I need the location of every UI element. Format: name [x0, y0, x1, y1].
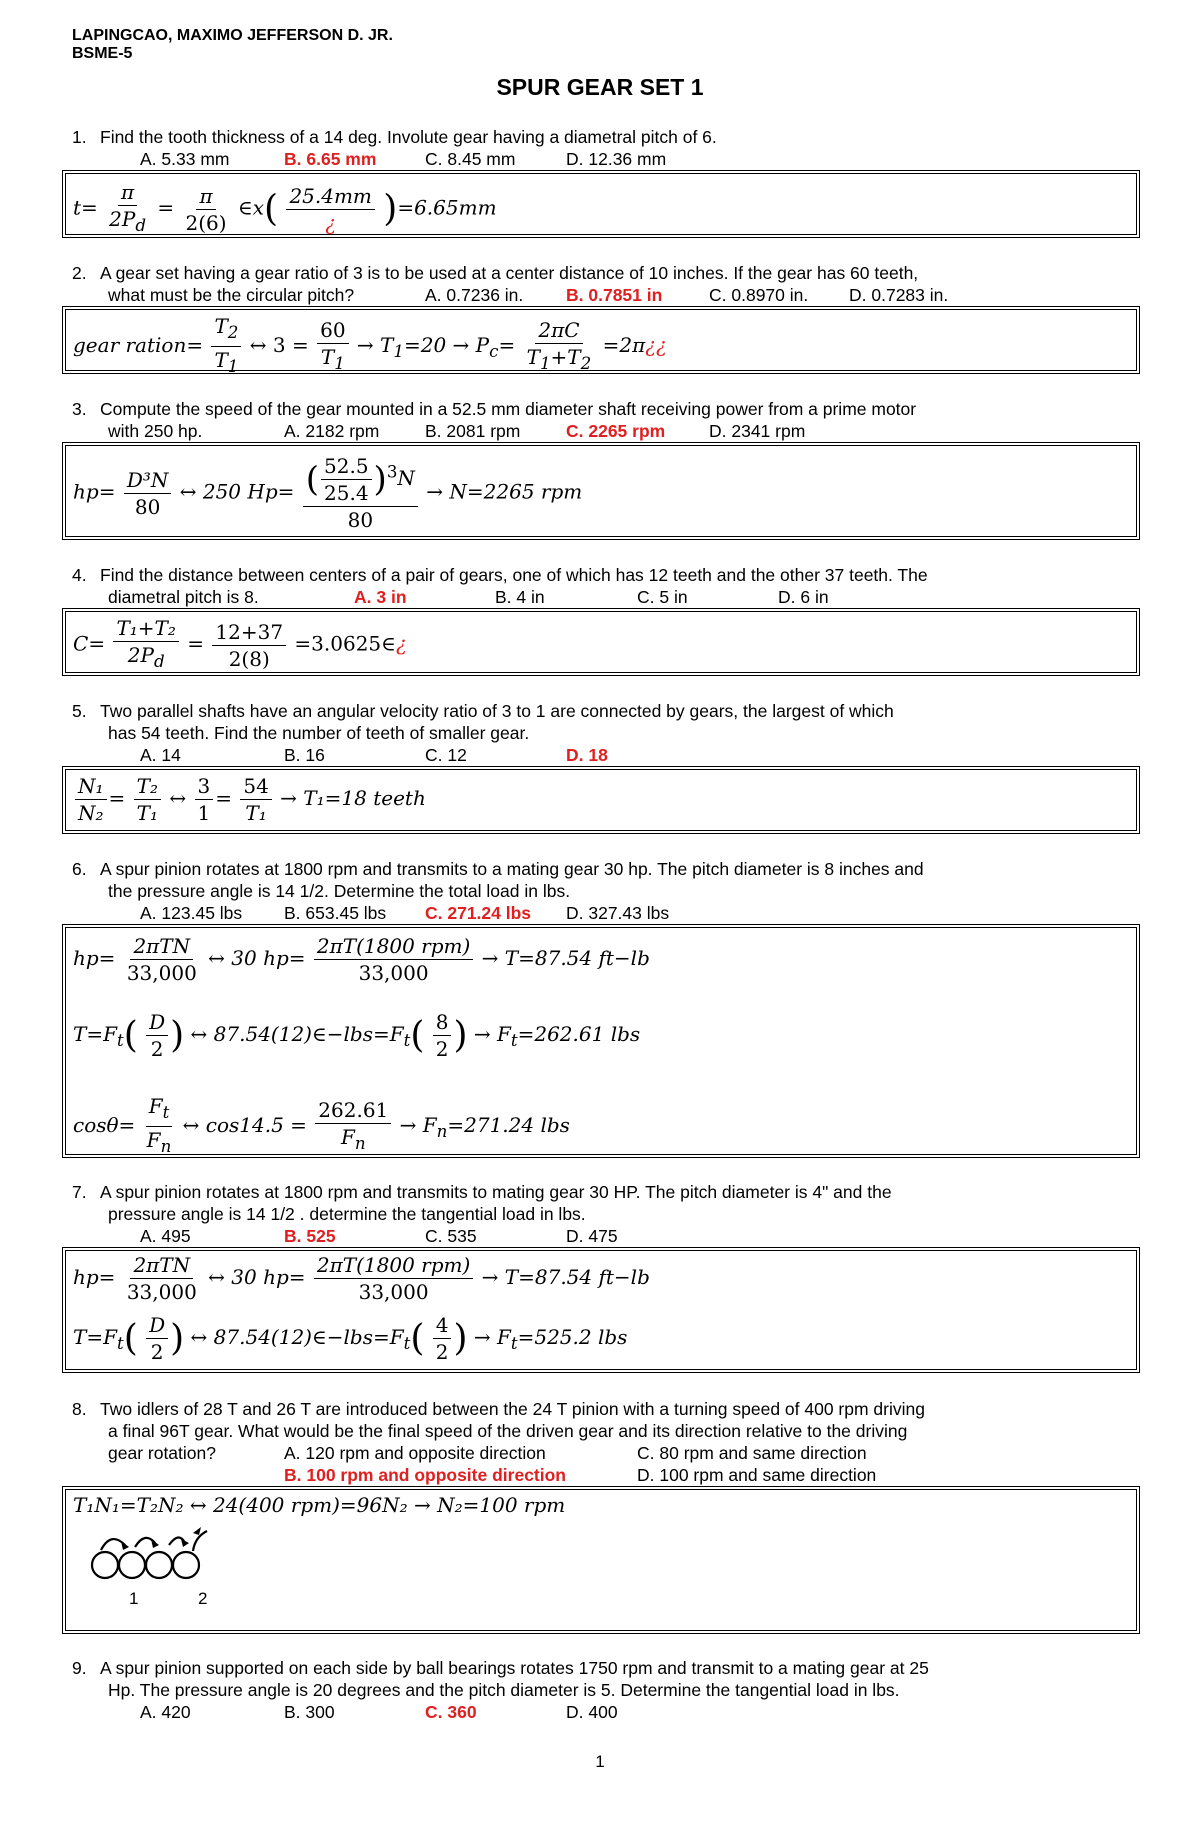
- question-3: 3. Compute the speed of the gear mounted in a 52.5 mm diameter shaft receiving power from a prime motor: [72, 399, 917, 419]
- question-8-cont2: gear rotation?: [108, 1443, 216, 1463]
- question-5: 5. Two parallel shafts have an angular velocity ratio of 3 to 1 are connected by gears, the largest of which: [72, 701, 894, 721]
- solution-2: gear ration= $\frac{T_2}{T_1}$ ↔ 3 = $\frac{60}{T_1}$ → $T_1=20 \to P_c=$ $\frac{2\pi C}{T_1+T_2}$ =2π¿¿: [62, 306, 1140, 374]
- question-7: 7. A spur pinion rotates at 1800 rpm and transmits to mating gear 30 HP. The pitch diameter is 4" and the: [72, 1182, 892, 1202]
- question-6-cont: the pressure angle is 14 1/2. Determine the total load in lbs.: [108, 881, 571, 901]
- question-5-cont: has 54 teeth. Find the number of teeth of smaller gear.: [108, 723, 530, 743]
- solution-4: C= $\frac{\text{T₁+T₂}}{2P_d}$ = $\frac{12+37}{2(8)}$ =3.0625∈¿: [62, 608, 1140, 676]
- solution-3: hp= $\frac{\text{D³N}}{80}$ ↔ 250 Hp= ( $\frac{52.5}{25.4}$ )$^3$N 80 → N=2265 rpm: [62, 442, 1140, 540]
- solution-5: $\frac{\text{N₁}}{\text{N₂}}$ = $\frac{\text{T₂}}{\text{T₁}}$ ↔ $\frac{3}{1}$ = $\frac{54}{\text{T₁}}$ → T₁=18 teeth: [62, 766, 1140, 834]
- solution-8: T₁N₁=T₂N₂ ↔ 24(400 rpm)=96N₂ → N₂=100 rpm 1 2: [62, 1486, 1140, 1634]
- question-1: 1. Find the tooth thickness of a 14 deg. Involute gear having a diametral pitch of 6.: [72, 127, 717, 147]
- question-4: 4. Find the distance between centers of a pair of gears, one of which has 12 teeth and the other 37 teeth. The: [72, 565, 928, 585]
- course: BSME-5: [72, 45, 133, 62]
- question-4-cont: diametral pitch is 8.: [108, 587, 259, 607]
- solution-7: hp= $\frac{\text{2πTN}}{33,000}$ ↔ 30 hp= $\frac{\text{2πT(1800 rpm)}}{33,000}$ → T=87.54 ft−lb $T=F_t$( $\frac{D}{2}$ ) ↔ $87.54(12)\in-lbs=F_t$( $\frac{4}{2}$ ) → $F_t=525.2$ lbs: [62, 1247, 1140, 1373]
- student-name: LAPINGCAO, MAXIMO JEFFERSON D. JR.: [72, 27, 393, 44]
- page-number: 1: [595, 1752, 605, 1771]
- question-6: 6. A spur pinion rotates at 1800 rpm and transmits to a mating gear 30 hp. The pitch diameter is 8 inches and: [72, 859, 924, 879]
- gear-label-2: 2: [198, 1589, 208, 1608]
- gear-label-1: 1: [129, 1589, 139, 1608]
- question-8: 8. Two idlers of 28 T and 26 T are introduced between the 24 T pinion with a turning speed of 400 rpm driving: [72, 1399, 925, 1419]
- page-title: SPUR GEAR SET 1: [496, 74, 704, 100]
- solution-6: hp= $\frac{\text{2πTN}}{33,000}$ ↔ 30 hp= $\frac{\text{2πT(1800 rpm)}}{33,000}$ → T=87.54 ft−lb $T=F_t$( $\frac{D}{2}$ ) ↔ $87.54(12)\in-lbs=F_t$( $\frac{8}{2}$ ) → $F_t=262.61$ lbs cosθ= $\frac{F_t}{F_n}$ ↔ cos14.5 = $\frac{262.61}{F_n}$ → $F_n=271.24$ lbs: [62, 924, 1140, 1158]
- question-8-cont: a final 96T gear. What would be the final speed of the driven gear and its direction relative to the driving: [108, 1421, 908, 1441]
- question-9-cont: Hp. The pressure angle is 20 degrees and the pitch diameter is 5. Determine the tangential load in lbs.: [108, 1680, 900, 1700]
- question-2: 2. A gear set having a gear ratio of 3 is to be used at a center distance of 10 inches. If the gear has 60 teeth,: [72, 263, 919, 283]
- question-3-cont: with 250 hp.: [108, 421, 203, 441]
- question-9: 9. A spur pinion supported on each side by ball bearings rotates 1750 rpm and transmit to a mating gear at 25: [72, 1658, 929, 1678]
- question-7-cont: pressure angle is 14 1/2 . determine the tangential load in lbs.: [108, 1204, 586, 1224]
- question-2-cont: what must be the circular pitch?: [108, 285, 355, 305]
- gear-train-diagram: [89, 1521, 229, 1585]
- solution-1: t= $\frac{\pi}{2P_d}$ = $\frac{\pi}{2(6)}$ ∈x( $\frac{25.4mm}{¿}$ )=6.65mm: [62, 170, 1140, 238]
